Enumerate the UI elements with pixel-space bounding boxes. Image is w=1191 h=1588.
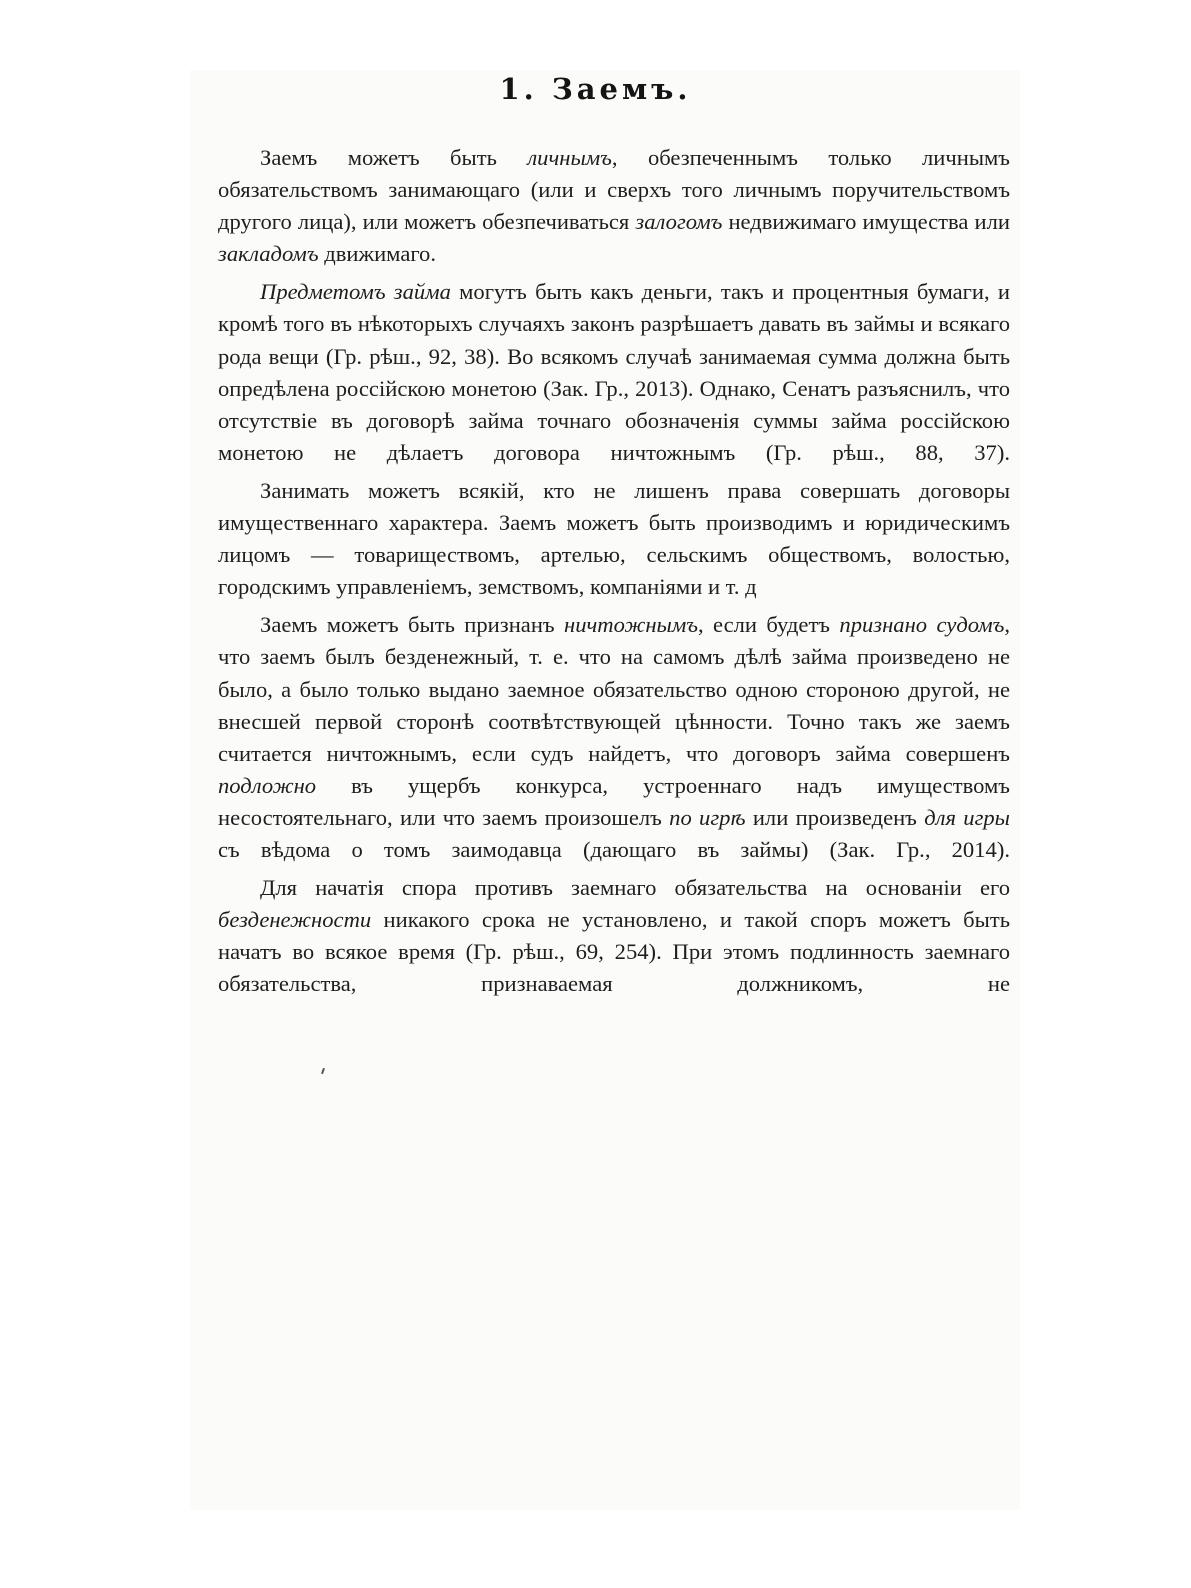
emphasized-text: по игрѣ [669,804,746,830]
paragraph [218,475,1010,603]
text-run: Для начатія спора противъ заемнаго обязательства на основаніи его [260,875,1010,901]
emphasized-text: для игры [924,804,1010,830]
text-run: Заемъ можетъ быть признанъ [260,612,564,638]
emphasized-text: закладомъ [218,241,319,267]
emphasized-text: признано судомъ [839,612,1005,638]
emphasized-text: подложно [218,772,317,798]
section-body [218,142,1010,1006]
text-run: , если будетъ [698,612,840,638]
paragraph [218,276,1010,469]
paragraph [218,142,1010,270]
text-run: Заемъ можетъ быть [260,145,528,170]
paragraph [218,872,1010,1000]
text-run: или произведенъ [745,804,925,830]
paragraph [218,609,1010,866]
text-run: движимаго. [318,241,437,267]
text-run: недвижимаго имущества или [722,209,1010,235]
text-run: , обезпеченнымъ только личнымъ обязательствомъ занимающаго (или и сверхъ того личнымъ поручительствомъ другого лица), или можетъ обезпечиваться [218,145,1010,235]
emphasized-text: безденежности [218,907,372,933]
emphasized-text: залогомъ [635,209,723,235]
section-heading: 1. Заемъ. [499,72,692,106]
emphasized-text: личнымъ [527,145,612,170]
text-run: въ ущербъ конкурса, устроеннаго надъ имуществомъ несостоятельнаго, или что заемъ произошелъ [218,772,1010,830]
emphasized-text: Предметомъ займа [260,279,451,305]
text-run: съ вѣдома о томъ заимодавца (дающаго въ займы) (Зак. Гр., 2014). [218,836,1010,862]
text-run: , что заемъ былъ безденежный, т. е. что на самомъ дѣлѣ займа произведено не было, а было только выдано заемное обязательство одною стороною другой, не внесшей первой сторонѣ соотвѣтствующей цѣнности. Точно такъ же заемъ считается ничтожнымъ, если судъ найдетъ, что договоръ займа совершенъ [218,612,1010,766]
emphasized-text: ничтожнымъ [563,612,698,638]
text-run: никакого срока не установлено, и такой споръ можетъ быть начатъ во всякое время (Гр. рѣш., 69, 254). При этомъ подлинность заемнаго обязательства, признаваемая должникомъ, не [218,907,1010,997]
text-run: Занимать можетъ всякій, кто не лишенъ права совершать договоры имущественнаго характера. Заемъ можетъ быть производимъ и юридическимъ лицомъ — товариществомъ, артелью, сельскимъ обществомъ, волостью, городскимъ управленіемъ, земствомъ, компаніями и т. д [218,477,1010,600]
text-run: могутъ быть какъ деньги, такъ и процентныя бумаги, и кромѣ того въ нѣкоторыхъ случаяхъ законъ разрѣшаетъ давать въ займы и всякаго рода вещи (Гр. рѣш., 92, 38). Во всякомъ случаѣ занимаемая сумма должна быть опредѣлена россійскою монетою (Зак. Гр., 2013). Однако, Сенатъ разъяснилъ, что отсутствіе въ договорѣ займа точнаго обозначенія суммы займа россійскою монетою не дѣлаетъ договора ничтожнымъ (Гр. рѣш., 88, 37). [218,279,1010,465]
